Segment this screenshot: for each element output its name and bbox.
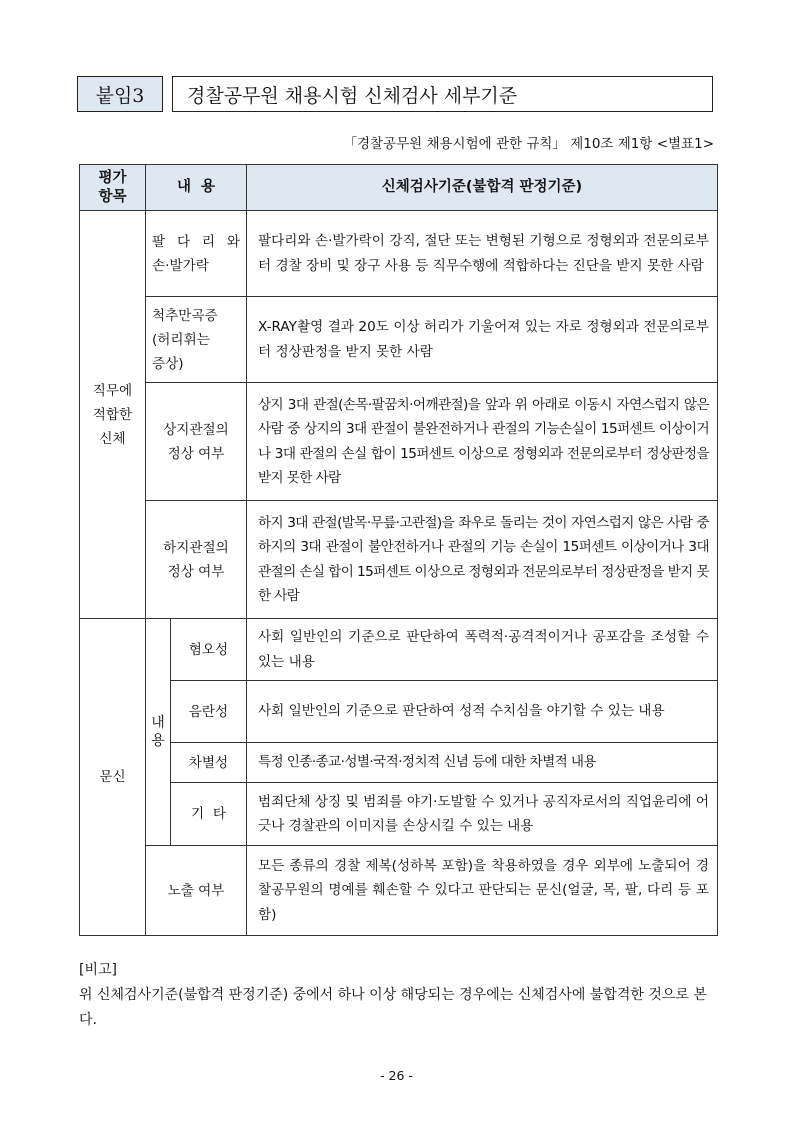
category-tattoo: 문신 (80, 619, 146, 936)
criteria-scoliosis: X-RAY촬영 결과 20도 이상 허리가 기울어져 있는 자로 정형외과 전문의로부터 정상판정을 받지 못한 사람 (247, 297, 718, 383)
criteria-limbs: 팔다리와 손·발가락이 강직, 절단 또는 변형된 기형으로 정형외과 전문의로부터 경찰 장비 및 장구 사용 등 직무수행에 적합하다는 진단을 받지 못한 사람 (247, 211, 718, 297)
criteria-other: 범죄단체 상징 및 범죄를 야기·도발할 수 있거나 공직자로서의 직업윤리에 어긋나 경찰관의 이미지를 손상시킬 수 있는 내용 (247, 783, 718, 846)
table-row (80, 846, 718, 936)
criteria-upper-joints: 상지 3대 관절(손목·팔꿈치·어깨관절)을 앞과 위 아래로 이동시 자연스럽지 않은 사람 중 상지의 3대 관절이 불완전하거나 관절의 기능손실이 15퍼센트 이상이거나 3대 관절의 손실 합이 15퍼센트 이상으로 정형외과 전문의로부터 정상판정을 받지 못한 사람 (247, 383, 718, 501)
row-name-other: 기 타 (171, 783, 247, 846)
table-row (80, 619, 718, 681)
table-row (80, 383, 718, 501)
row-name-lower-joints-label: 하지관절의 정상 여부 (163, 539, 229, 580)
criteria-table (79, 164, 718, 936)
row-name-exposure: 노출 여부 (146, 846, 247, 936)
row-name-limbs (146, 211, 247, 297)
header-evaluation-item-label: 평가 항목 (98, 169, 127, 205)
row-name-offensive: 혐오성 (171, 619, 247, 681)
criteria-offensive: 사회 일반인의 기준으로 판단하여 폭력적·공격적이거나 공포감을 조성할 수 있는 내용 (247, 619, 718, 681)
row-name-scoliosis-label: 척추만곡증 (허리휘는 증상) (152, 307, 218, 372)
table-row (80, 211, 718, 297)
row-name-obscene: 음란성 (171, 681, 247, 743)
header-evaluation-item (80, 165, 146, 211)
table-row (80, 297, 718, 383)
header-criteria: 신체검사기준(불합격 판정기준) (247, 165, 718, 211)
row-name-upper-joints-label: 상지관절의 정상 여부 (163, 421, 229, 462)
page-number: - 26 - (380, 1068, 413, 1083)
row-name-lower-joints (146, 501, 247, 619)
remarks (79, 958, 719, 1033)
header-content: 내 용 (146, 165, 247, 211)
title-row (77, 76, 713, 114)
row-name-limbs-label: 팔 다 리 와 손·발가락 (152, 233, 240, 274)
tattoo-content-label-text: 내 용 (151, 715, 165, 749)
criteria-exposure: 모든 종류의 경찰 제복(성하복 포함)을 착용하였을 경우 외부에 노출되어 경찰공무원의 명예를 훼손할 수 있다고 판단되는 문신(얼굴, 목, 팔, 다리 등 포함) (247, 846, 718, 936)
row-name-scoliosis (146, 297, 247, 383)
table-row (80, 743, 718, 783)
table-row (80, 681, 718, 743)
criteria-lower-joints: 하지 3대 관절(발목·무릎·고관절)을 좌우로 돌리는 것이 자연스럽지 않은 사람 중 하지의 3대 관절이 불안전하거나 관절의 기능 손실이 15퍼센트 이상이거나 3대 관절의 손실 합이 15퍼센트 이상으로 정형외과 전문의로부터 정상판정을 받지 못한 사람 (247, 501, 718, 619)
table-row (80, 783, 718, 846)
row-name-discriminatory: 차별성 (171, 743, 247, 783)
source-note: 「경찰공무원 채용시험에 관한 규칙」 제10조 제1항 <별표1> (343, 136, 714, 152)
table-row (80, 501, 718, 619)
criteria-obscene: 사회 일반인의 기준으로 판단하여 성적 수치심을 야기할 수 있는 내용 (247, 681, 718, 743)
category-duty-fitness (80, 211, 146, 619)
attachment-label: 붙임3 (77, 76, 163, 112)
remarks-text: 위 신체검사기준(불합격 판정기준) 중에서 하나 이상 해당되는 경우에는 신체검사에 불합격한 것으로 본다. (79, 987, 707, 1028)
tattoo-content-label (146, 619, 171, 846)
row-name-upper-joints (146, 383, 247, 501)
criteria-discriminatory: 특정 인종·종교·성별·국적·정치적 신념 등에 대한 차별적 내용 (247, 743, 718, 783)
document-title: 경찰공무원 채용시험 신체검사 세부기준 (172, 76, 713, 112)
remarks-label: [비고] (79, 962, 117, 978)
category-duty-fitness-label: 직무에 적합한 신체 (92, 382, 133, 447)
